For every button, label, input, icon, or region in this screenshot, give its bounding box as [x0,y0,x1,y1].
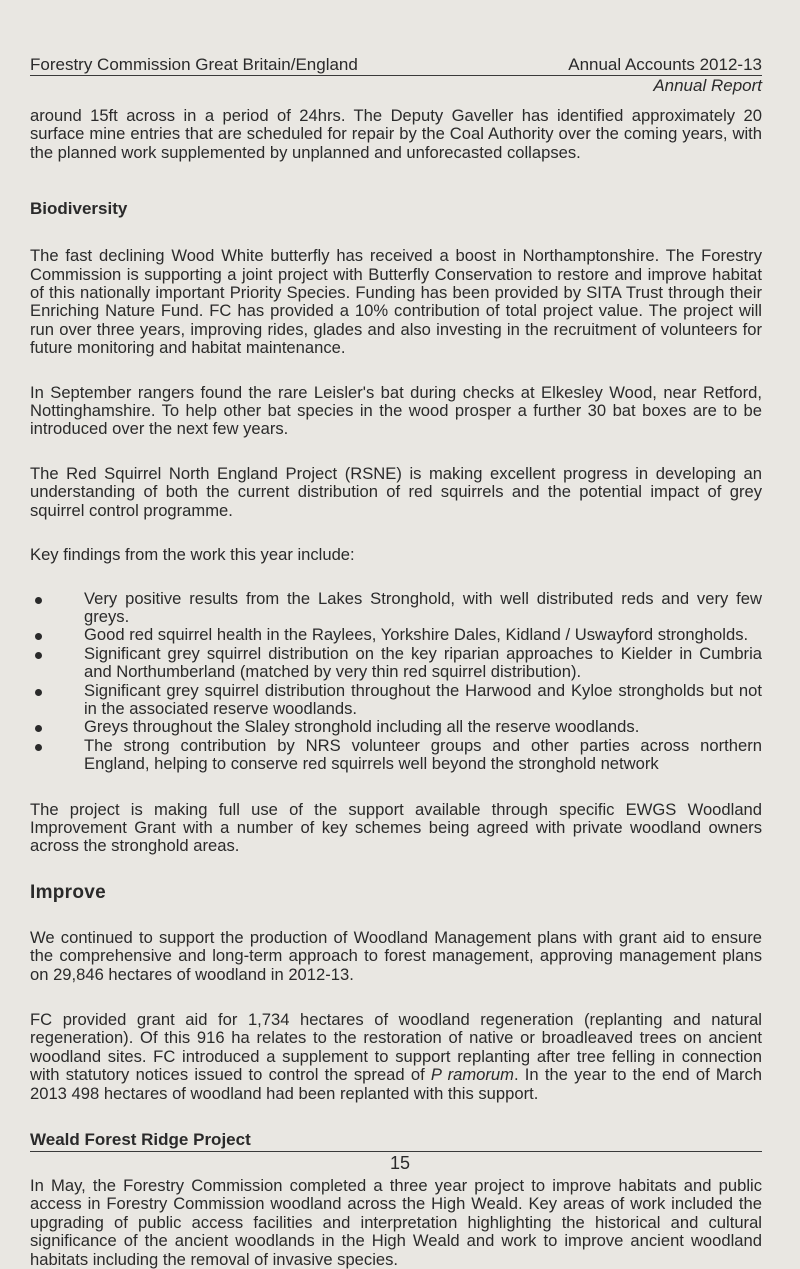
bullet-icon [35,597,42,604]
biodiversity-paragraph-3: The Red Squirrel North England Project (RSNE) is making excellent progress in developing an understanding of both the current distribution of red squirrels and the potential impact of grey squirrel control programme. [30,463,762,520]
page-body [30,107,762,1269]
improve-paragraph-2: FC provided grant aid for 1,734 hectares of woodland regeneration (replanting and natural regeneration). Of this 916 ha relates to the restoration of native or broadleaved trees on ancient woodland sites. FC introduced a supplement to support replanting after tree felling in connection with statutory notices issued to control the spread of P ramorum. In the year to the end of March 2013 498 hectares of woodland had been replanted with this support. [30,1010,763,1103]
key-findings-list [30,590,762,774]
key-findings-intro: Key findings from the work this year include: [30,545,355,565]
list-item: Significant grey squirrel distribution on the key riparian approaches to Kielder in Cumbria and Northumberland (matched by very thin red squirrel distribution). [30,645,762,682]
list-item: Greys throughout the Slaley stronghold including all the reserve woodlands. [30,718,762,736]
page-number: 15 [389,1153,411,1173]
species-name: P ramorum [430,1065,514,1085]
improve-heading: Improve [30,881,107,903]
biodiversity-paragraph-2: In September rangers found the rare Leisler's bat during checks at Elkesley Wood, near Retford, Nottinghamshire. To help other bat species in the wood prosper a further 30 bat boxes are to be introduced over the next few years. [30,382,762,439]
intro-paragraph: around 15ft across in a period of 24hrs. The Deputy Gaveller has identified approximately 20 surface mine entries that are scheduled for repair by the Coal Authority over the coming years, with the planned work supplemented by unplanned and unforecasted collapses. [30,106,762,162]
biodiversity-heading: Biodiversity [30,199,128,219]
list-item: The strong contribution by NRS volunteer groups and other parties across northern England, helping to conserve red squirrels well beyond the stronghold network [30,737,762,774]
header-document-title: Annual Accounts 2012-13 [568,55,762,74]
list-item: Significant grey squirrel distribution throughout the Harwood and Kyloe strongholds but not in the associated reserve woodlands. [30,682,762,719]
list-item: Good red squirrel health in the Raylees, Yorkshire Dales, Kidland / Uswayford strongholds. [30,626,762,644]
biodiversity-paragraph-1: The fast declining Wood White butterfly has received a boost in Northamptonshire. The Forestry Commission is supporting a joint project with Butterfly Conservation to restore and improve habitat of this nationally important Priority Species. Funding has been provided by SITA Trust through their Enriching Nature Fund. FC has provided a 10% contribution of total project value. The project will run over three years, improving rides, glades and also investing in the recruitment of volunteers for future monitoring and habitat maintenance. [30,246,762,358]
bullet-icon [35,633,42,640]
bullet-icon [35,744,42,751]
header-organisation: Forestry Commission Great Britain/England [30,55,358,74]
bullet-icon [35,725,42,732]
weald-heading: Weald Forest Ridge Project [30,1130,251,1150]
bullet-icon [35,652,42,659]
header-subtitle: Annual Report [653,76,762,95]
footer-rule [30,1151,762,1152]
biodiversity-paragraph-5: The project is making full use of the support available through specific EWGS Woodland Improvement Grant with a number of key schemes being agreed with private woodland owners across the stronghold areas. [30,799,762,856]
weald-paragraph-1: In May, the Forestry Commission completed a three year project to improve habitats and public access in Forestry Commission woodland across the High Weald. Key areas of work included the upgrading of public access facilities and interpretation highlighting the historical and cultural significance of the ancient woodlands in the High Weald and work to improve ancient woodland habitats including the removal of invasive species. [30,1176,762,1269]
list-item: Very positive results from the Lakes Stronghold, with well distributed reds and very few greys. [30,590,762,627]
bullet-icon [35,689,42,696]
improve-paragraph-1: We continued to support the production of Woodland Management plans with grant aid to ensure the comprehensive and long-term approach to forest management, approving management plans on 29,846 hectares of woodland in 2012-13. [30,927,762,984]
